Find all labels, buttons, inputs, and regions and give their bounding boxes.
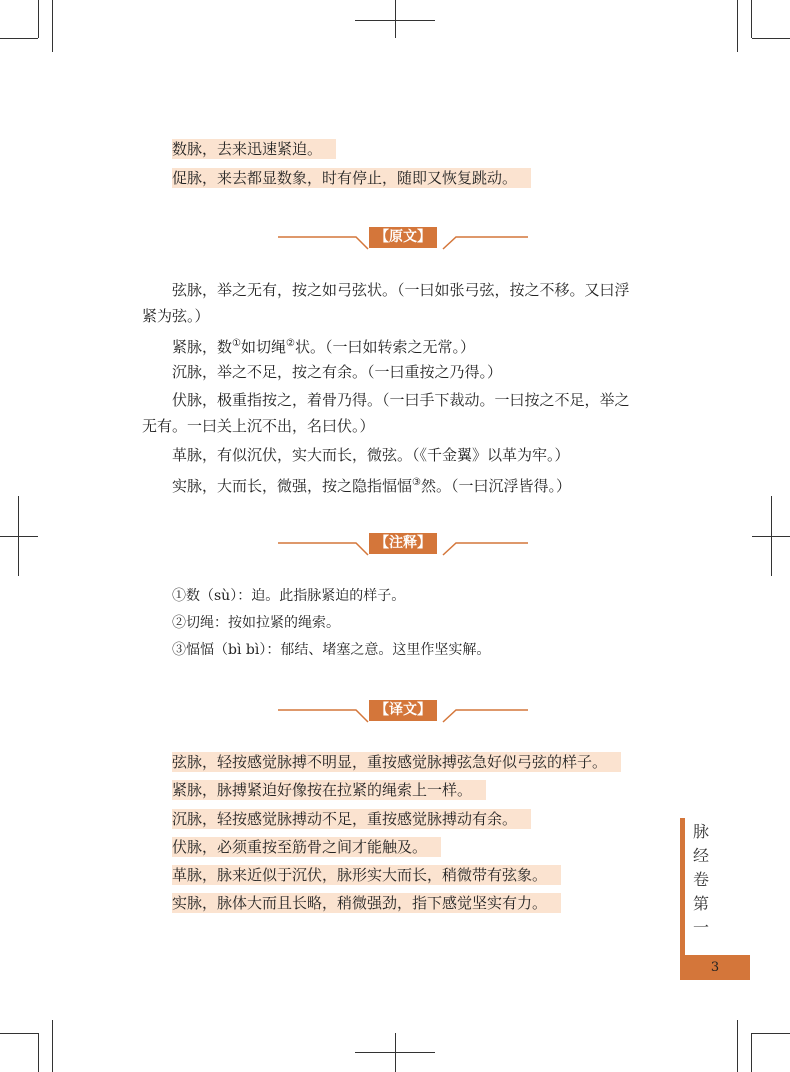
highlighted-text: 伏脉，必须重按至筋骨之间才能触及。 (172, 837, 441, 857)
side-accent-bar (680, 818, 685, 956)
section-title: 【译文】 (369, 700, 437, 721)
text-line (172, 805, 531, 833)
text-line (172, 164, 531, 192)
text-line: 弦脉，举之无有，按之如弓弦状。（一曰如张弓弦，按之不移。又曰浮 (172, 281, 630, 299)
page-number: 3 (680, 955, 750, 980)
text-line (172, 889, 561, 917)
note-item: ②切绳：按如拉紧的绳索。 (172, 615, 340, 631)
text-line (172, 135, 336, 163)
footnote-ref: ③ (412, 477, 421, 488)
text-line: 无有。一曰关上沉不出，名曰伏。） (142, 417, 375, 435)
text-line: 实脉，大而长，微强，按之隐指愊愊③然。（一曰沉浮皆得。） (172, 477, 571, 495)
section-title: 【注释】 (369, 533, 437, 554)
footnote-ref: ① (232, 338, 241, 349)
note-item: ③愊愊（bì bì）：郁结、堵塞之意。这里作坚实解。 (172, 642, 491, 658)
highlighted-text: 革脉，脉来近似于沉伏，脉形实大而长，稍微带有弦象。 (172, 865, 561, 885)
section-header-original (278, 225, 528, 251)
text-line (172, 833, 441, 861)
section-title: 【原文】 (369, 227, 437, 248)
text-line: 紧为弦。） (142, 307, 210, 325)
text-line: 紧脉，数①如切绳②状。（一曰如转索之无常。） (172, 338, 475, 356)
highlighted-text: 沉脉，轻按感觉脉搏动不足，重按感觉脉搏动有余。 (172, 809, 531, 829)
highlighted-text: 数脉，去来迅速紧迫。 (172, 139, 336, 159)
highlighted-text: 紧脉，脉搏紧迫好像按在拉紧的绳索上一样。 (172, 780, 486, 800)
footnote-ref: ② (286, 338, 295, 349)
section-header-translation (278, 698, 528, 724)
highlighted-text: 弦脉，轻按感觉脉搏不明显，重按感觉脉搏弦急好似弓弦的样子。 (172, 752, 621, 772)
note-item: ①数（sù）：迫。此指脉紧迫的样子。 (172, 588, 406, 604)
text-line: 沉脉，举之不足，按之有余。（一曰重按之乃得。） (172, 363, 503, 381)
highlighted-text: 实脉，脉体大而且长略，稍微强劲，指下感觉坚实有力。 (172, 893, 561, 913)
highlighted-text: 促脉，来去都显数象，时有停止，随即又恢复跳动。 (172, 168, 531, 188)
text-line (172, 861, 561, 889)
text-line: 伏脉，极重指按之，着骨乃得。（一曰手下裁动。一曰按之不足，举之 (172, 391, 630, 409)
text-line (172, 748, 621, 776)
text-line (172, 776, 486, 804)
section-header-notes (278, 531, 528, 557)
text-line: 革脉，有似沉伏，实大而长，微弦。（《千金翼》以革为牢。） (172, 446, 570, 464)
side-chapter-label: 脉 经 卷 第 一 (692, 822, 709, 937)
